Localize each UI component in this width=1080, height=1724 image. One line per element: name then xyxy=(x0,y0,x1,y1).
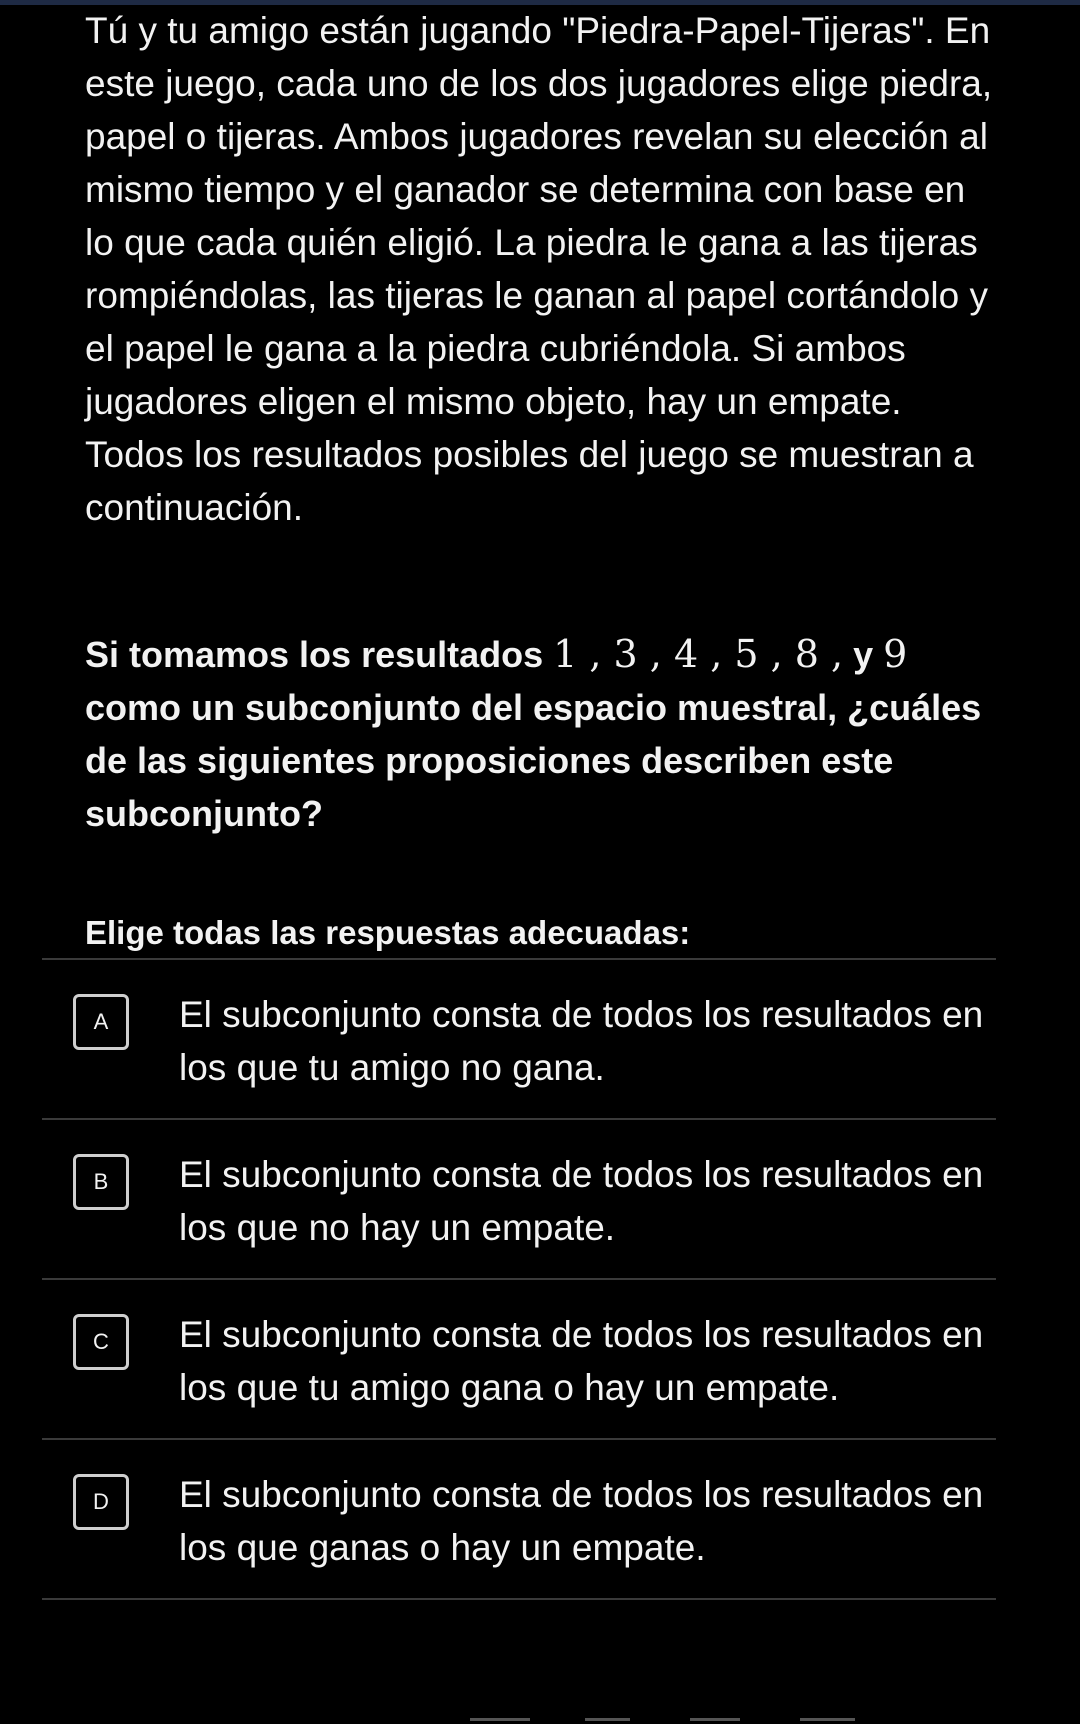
problem-content xyxy=(85,0,1000,956)
choice-c-text: El subconjunto consta de todos los resultados en los que tu amigo gana o hay un empate. xyxy=(179,1314,984,1408)
choice-b[interactable] xyxy=(42,1120,996,1280)
choice-b-text: El subconjunto consta de todos los resultados en los que no hay un empate. xyxy=(179,1154,984,1248)
instruction-text: Elige todas las respuestas adecuadas: xyxy=(85,914,691,951)
question-connector: y xyxy=(843,634,884,675)
question-suffix: como un subconjunto del espacio muestral, ¿cuáles de las siguientes proposiciones describen este subconjunto? xyxy=(85,687,982,834)
choice-a-text: El subconjunto consta de todos los resultados en los que tu amigo no gana. xyxy=(179,994,984,1088)
answer-choices xyxy=(42,958,996,1600)
choice-b-checkbox[interactable]: B xyxy=(73,1154,129,1210)
choice-d-checkbox[interactable]: D xyxy=(73,1474,129,1530)
cropped-mark xyxy=(585,1718,630,1721)
choice-a[interactable] xyxy=(42,960,996,1120)
choice-c[interactable] xyxy=(42,1280,996,1440)
cropped-mark xyxy=(690,1718,740,1721)
choice-a-checkbox[interactable]: A xyxy=(73,994,129,1050)
question-last-outcome: 9 xyxy=(883,632,908,676)
question-prefix: Si tomamos los resultados xyxy=(85,634,554,675)
cropped-mark xyxy=(470,1718,530,1721)
question-prompt xyxy=(85,628,1000,840)
cropped-mark xyxy=(800,1718,855,1721)
choice-d-text: El subconjunto consta de todos los resultados en los que ganas o hay un empate. xyxy=(179,1474,984,1568)
problem-intro: Tú y tu amigo están jugando "Piedra-Papel-Tijeras". En este juego, cada uno de los dos jugadores elige piedra, papel o tijeras. Ambos jugadores revelan su elección al mismo tiempo y el ganador se determina con base en lo que cada quién eligió. La piedra le gana a las tijeras rompiéndolas, las tijeras le ganan al papel cortándolo y el papel le gana a la piedra cubriéndola. Si ambos jugadores eligen el mismo objeto, hay un empate. Todos los resultados posibles del juego se muestran a continuación. xyxy=(85,10,993,528)
choice-c-checkbox[interactable]: C xyxy=(73,1314,129,1370)
question-outcomes: 1 , 3 , 4 , 5 , 8 , xyxy=(553,632,844,676)
cropped-next-content xyxy=(0,1710,1080,1724)
choice-d[interactable] xyxy=(42,1440,996,1600)
